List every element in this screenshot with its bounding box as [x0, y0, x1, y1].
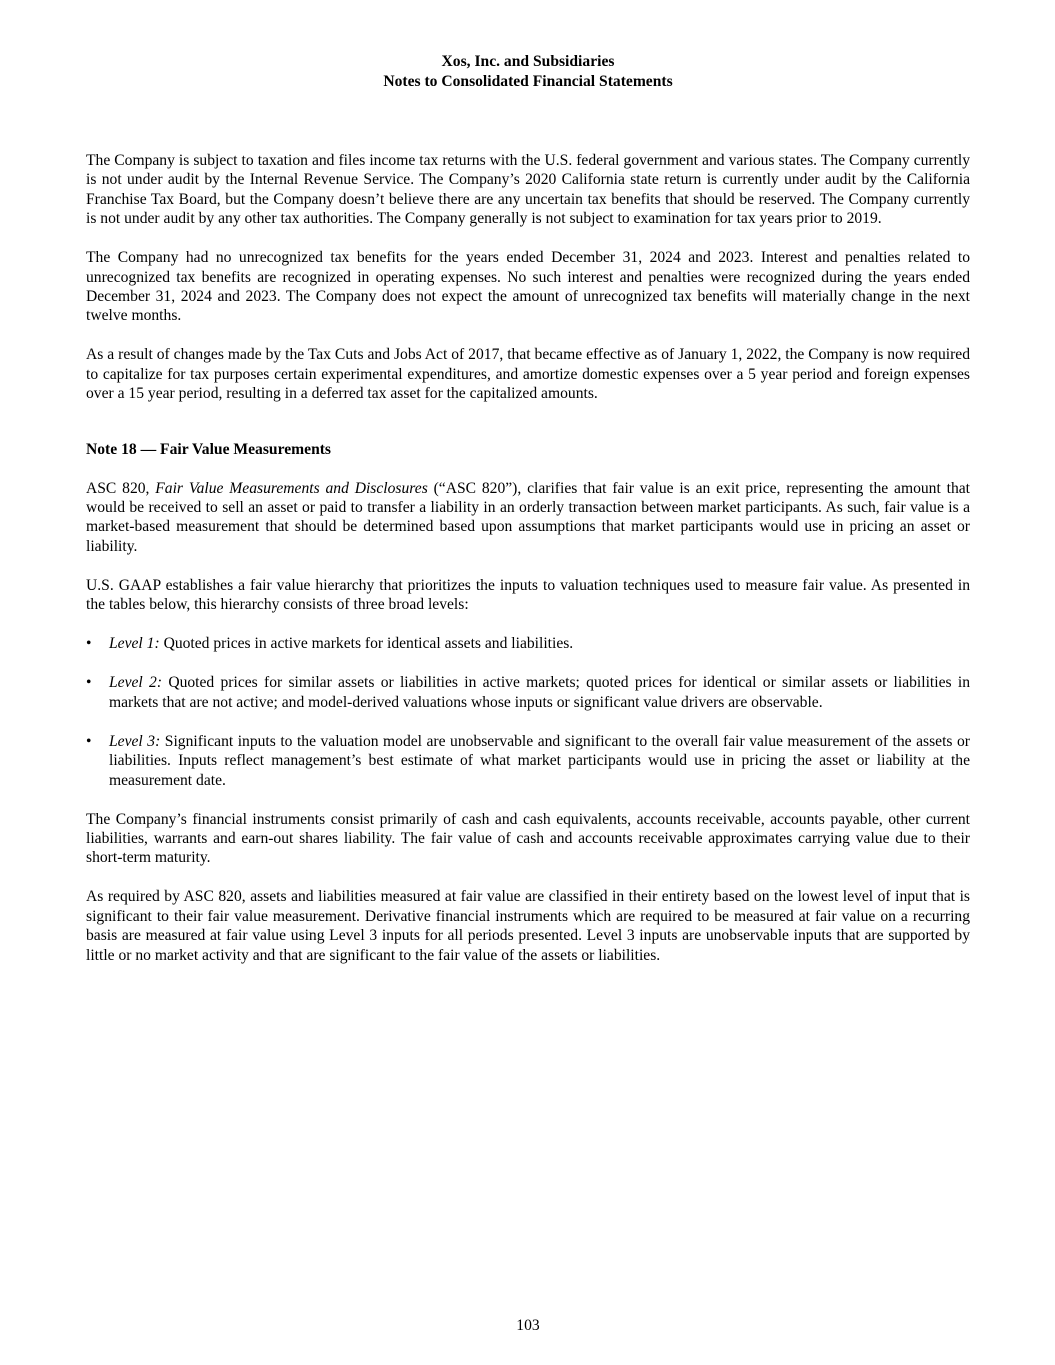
list-item [86, 673, 970, 712]
document-title: Notes to Consolidated Financial Statements [383, 73, 673, 90]
document-body [86, 151, 970, 985]
level-description: Quoted prices in active markets for identical assets and liabilities. [159, 635, 574, 653]
tax-cuts-jobs-act-paragraph: As a result of changes made by the Tax Cuts and Jobs Act of 2017, that became effective as of January 1, 2022, the Company is now required to capitalize for tax purposes certain experimental expenditures, and amortize domestic expenses over a 5 year period and foreign expenses over a 15 year period, resulting in a deferred tax asset for the capitalized amounts. [86, 346, 970, 403]
level-label: Level 1: [109, 635, 160, 653]
asc-820-standard-title: Fair Value Measurements and Disclosures [155, 479, 428, 497]
asc-820-classification-paragraph: As required by ASC 820, assets and liabilities measured at fair value are classified in their entirety based on the lowest level of input that is significant to their fair value measurement. Derivative financial instruments which are required to be measured at fair value on a recurring basis are measured at fair value using Level 3 inputs for all periods presented. Level 3 inputs are unobservable inputs that are supported by little or no market activity and that are significant to the fair value of the assets or liabilities. [86, 888, 970, 964]
unrecognized-tax-benefits-paragraph: The Company had no unrecognized tax benefits for the years ended December 31, 2024 and 2023. Interest and penalties related to unrecognized tax benefits are recognized in operating expenses. No such interest and penalties were recognized during the years ended December 31, 2024 and 2023. The Company does not expect the amount of unrecognized tax benefits will materially change in the next twelve months. [86, 249, 970, 325]
level-description: Quoted prices for similar assets or liabilities in active markets; quoted prices for identical or similar assets or liabilities in markets that are not active; and model-derived valuations whose inputs or significant value drivers are observable. [109, 674, 970, 711]
tax-audit-paragraph: The Company is subject to taxation and files income tax returns with the U.S. federal government and various states. The Company currently is not under audit by the Internal Revenue Service. The Company’s 2020 California state return is currently under audit by the California Franchise Tax Board, but the Company doesn’t believe there are any uncertain tax benefits that should be reserved. The Company currently is not under audit by any other tax authorities. The Company generally is not subject to examination for tax years prior to 2019. [86, 152, 970, 228]
asc-820-intro-paragraph [86, 479, 970, 557]
fair-value-levels-list [86, 634, 970, 790]
page-number: 103 [516, 1317, 540, 1334]
bullet-icon: • [86, 635, 92, 653]
fair-value-hierarchy-paragraph: U.S. GAAP establishes a fair value hierarchy that prioritizes the inputs to valuation techniques used to measure fair value. As presented in the tables below, this hierarchy consists of three broad levels: [86, 576, 970, 614]
level-label: Level 3: [109, 732, 161, 750]
asc-820-intro-rest: (“ASC 820”), clarifies that fair value is an exit price, representing the amount that would be received to sell an asset or paid to transfer a liability in an orderly transaction between market participants. As such, fair value is a market-based measurement that should be determined based upon assumptions that market participants would use in pricing an asset or liability. [86, 479, 971, 555]
note-18-heading: Note 18 — Fair Value Measurements [86, 440, 331, 458]
financial-instruments-paragraph: The Company’s financial instruments consist primarily of cash and cash equivalents, accounts receivable, accounts payable, other current liabilities, warrants and earn-out shares liability. The fair value of cash and accounts receivable approximates carrying value due to their short-term maturity. [86, 810, 970, 867]
bullet-icon: • [86, 674, 92, 692]
asc-820-prefix: ASC 820, [86, 479, 156, 497]
bullet-icon: • [86, 732, 92, 750]
level-label: Level 2: [109, 674, 163, 692]
company-name: Xos, Inc. and Subsidiaries [441, 53, 615, 70]
list-item [86, 732, 970, 790]
page-header [86, 52, 970, 92]
level-description: Significant inputs to the valuation model are unobservable and significant to the overall fair value measurement of the assets or liabilities. Inputs reflect management’s best estimate of what market participants would use in pricing the asset or liability at the measurement date. [109, 732, 970, 789]
list-item [86, 634, 970, 653]
